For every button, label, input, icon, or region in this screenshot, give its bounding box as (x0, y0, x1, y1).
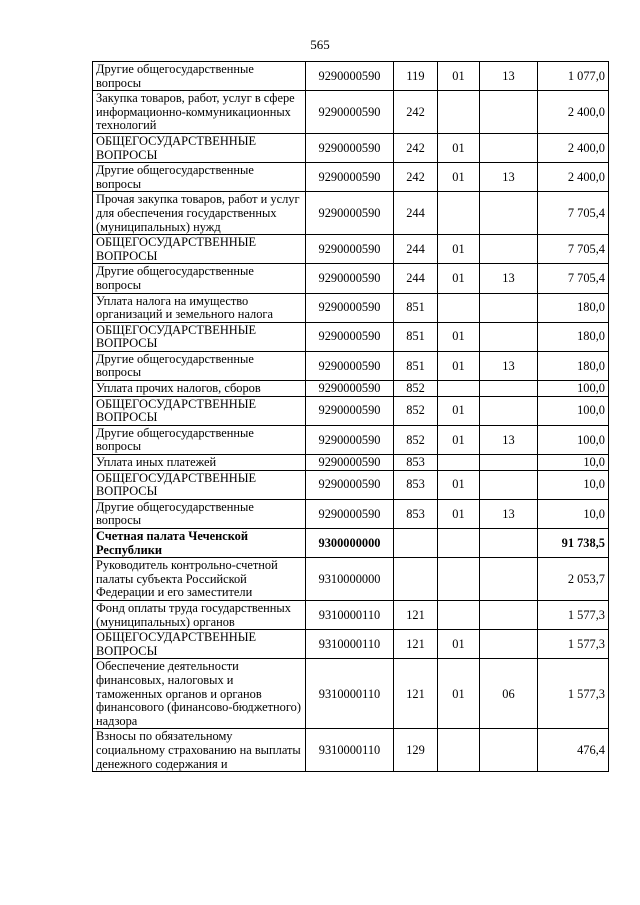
section-cell: 01 (438, 396, 480, 425)
expense-name-cell: Другие общегосударственные вопросы (93, 351, 306, 380)
target-article-cell: 9290000590 (306, 351, 394, 380)
table-row (93, 163, 609, 192)
section-cell: 01 (438, 264, 480, 293)
expense-type-cell: 121 (394, 659, 438, 729)
amount-cell: 476,4 (538, 729, 609, 772)
subsection-cell (480, 133, 538, 162)
section-cell (438, 529, 480, 558)
target-article-cell: 9290000590 (306, 133, 394, 162)
amount-cell: 2 053,7 (538, 558, 609, 601)
amount-cell: 7 705,4 (538, 192, 609, 235)
section-cell (438, 729, 480, 772)
expense-type-cell: 851 (394, 293, 438, 322)
section-cell: 01 (438, 351, 480, 380)
expense-name-cell: Закупка товаров, работ, услуг в сфере информационно-коммуникационных технологий (93, 91, 306, 134)
expense-type-cell: 851 (394, 351, 438, 380)
target-article-cell: 9290000590 (306, 264, 394, 293)
subsection-cell (480, 192, 538, 235)
section-cell (438, 558, 480, 601)
target-article-cell: 9290000590 (306, 499, 394, 528)
subsection-cell: 13 (480, 351, 538, 380)
target-article-cell: 9300000000 (306, 529, 394, 558)
amount-cell: 180,0 (538, 351, 609, 380)
subsection-cell (480, 470, 538, 499)
subsection-cell (480, 455, 538, 471)
target-article-cell: 9310000000 (306, 558, 394, 601)
expense-name-cell: Уплата прочих налогов, сборов (93, 381, 306, 397)
table-row (93, 351, 609, 380)
section-cell: 01 (438, 163, 480, 192)
section-cell (438, 192, 480, 235)
amount-cell: 1 577,3 (538, 630, 609, 659)
amount-cell: 10,0 (538, 455, 609, 471)
table-row (93, 235, 609, 264)
expense-name-cell: Руководитель контрольно-счетной палаты субъекта Российской Федерации и его заместители (93, 558, 306, 601)
table-row (93, 600, 609, 629)
expense-name-cell: ОБЩЕГОСУДАРСТВЕННЫЕ ВОПРОСЫ (93, 235, 306, 264)
amount-cell: 100,0 (538, 396, 609, 425)
section-cell (438, 455, 480, 471)
amount-cell: 1 577,3 (538, 659, 609, 729)
expense-name-cell: Уплата иных платежей (93, 455, 306, 471)
target-article-cell: 9290000590 (306, 322, 394, 351)
section-cell (438, 293, 480, 322)
expense-type-cell: 852 (394, 396, 438, 425)
table-row (93, 293, 609, 322)
expense-name-cell: ОБЩЕГОСУДАРСТВЕННЫЕ ВОПРОСЫ (93, 630, 306, 659)
target-article-cell: 9290000590 (306, 91, 394, 134)
expense-type-cell (394, 529, 438, 558)
subsection-cell (480, 630, 538, 659)
table-row (93, 91, 609, 134)
expense-type-cell: 852 (394, 381, 438, 397)
amount-cell: 100,0 (538, 381, 609, 397)
subsection-cell (480, 381, 538, 397)
section-cell: 01 (438, 322, 480, 351)
target-article-cell: 9310000110 (306, 659, 394, 729)
target-article-cell: 9290000590 (306, 425, 394, 454)
expense-name-cell: Уплата налога на имущество организаций и земельного налога (93, 293, 306, 322)
expense-name-cell: Другие общегосударственные вопросы (93, 264, 306, 293)
section-cell: 01 (438, 425, 480, 454)
section-cell (438, 381, 480, 397)
subsection-cell: 13 (480, 264, 538, 293)
table-row (93, 133, 609, 162)
section-cell: 01 (438, 235, 480, 264)
subsection-cell: 13 (480, 425, 538, 454)
table-body (93, 62, 609, 772)
expense-name-cell: ОБЩЕГОСУДАРСТВЕННЫЕ ВОПРОСЫ (93, 322, 306, 351)
amount-cell: 2 400,0 (538, 91, 609, 134)
target-article-cell: 9310000110 (306, 630, 394, 659)
expense-type-cell: 129 (394, 729, 438, 772)
table-row (93, 396, 609, 425)
subsection-cell (480, 729, 538, 772)
expense-type-cell: 244 (394, 192, 438, 235)
section-cell (438, 600, 480, 629)
expense-name-cell: Обеспечение деятельности финансовых, налоговых и таможенных органов и органов финансового (финансово-бюджетного) надзора (93, 659, 306, 729)
table-row (93, 659, 609, 729)
amount-cell: 1 077,0 (538, 62, 609, 91)
expense-type-cell: 853 (394, 455, 438, 471)
target-article-cell: 9290000590 (306, 235, 394, 264)
expense-type-cell: 121 (394, 630, 438, 659)
expense-type-cell: 242 (394, 133, 438, 162)
expense-name-cell: Взносы по обязательному социальному страхованию на выплаты денежного содержания и (93, 729, 306, 772)
expense-type-cell: 853 (394, 470, 438, 499)
table-row (93, 499, 609, 528)
target-article-cell: 9310000110 (306, 729, 394, 772)
amount-cell: 2 400,0 (538, 133, 609, 162)
expense-name-cell: ОБЩЕГОСУДАРСТВЕННЫЕ ВОПРОСЫ (93, 133, 306, 162)
amount-cell: 1 577,3 (538, 600, 609, 629)
section-cell: 01 (438, 659, 480, 729)
table-row (93, 322, 609, 351)
table-row (93, 425, 609, 454)
expense-name-cell: Фонд оплаты труда государственных (муниципальных) органов (93, 600, 306, 629)
subsection-cell: 06 (480, 659, 538, 729)
subsection-cell (480, 293, 538, 322)
target-article-cell: 9290000590 (306, 455, 394, 471)
target-article-cell: 9290000590 (306, 381, 394, 397)
expense-type-cell (394, 558, 438, 601)
expense-type-cell: 244 (394, 235, 438, 264)
subsection-cell: 13 (480, 62, 538, 91)
subsection-cell (480, 529, 538, 558)
table-row (93, 729, 609, 772)
table-row (93, 381, 609, 397)
table-row (93, 62, 609, 91)
expense-name-cell: ОБЩЕГОСУДАРСТВЕННЫЕ ВОПРОСЫ (93, 396, 306, 425)
subsection-cell: 13 (480, 163, 538, 192)
subsection-cell (480, 600, 538, 629)
table-row (93, 630, 609, 659)
subsection-cell (480, 396, 538, 425)
target-article-cell: 9290000590 (306, 293, 394, 322)
section-cell: 01 (438, 62, 480, 91)
target-article-cell: 9290000590 (306, 163, 394, 192)
section-cell: 01 (438, 133, 480, 162)
expense-name-cell: ОБЩЕГОСУДАРСТВЕННЫЕ ВОПРОСЫ (93, 470, 306, 499)
expense-type-cell: 244 (394, 264, 438, 293)
expense-name-cell: Другие общегосударственные вопросы (93, 62, 306, 91)
subsection-cell (480, 558, 538, 601)
expense-type-cell: 121 (394, 600, 438, 629)
amount-cell: 100,0 (538, 425, 609, 454)
subsection-cell (480, 235, 538, 264)
expense-type-cell: 119 (394, 62, 438, 91)
section-cell: 01 (438, 630, 480, 659)
amount-cell: 180,0 (538, 293, 609, 322)
table-row (93, 470, 609, 499)
subsection-cell: 13 (480, 499, 538, 528)
page-number: 565 (310, 37, 330, 52)
amount-cell: 91 738,5 (538, 529, 609, 558)
expense-type-cell: 851 (394, 322, 438, 351)
expense-type-cell: 853 (394, 499, 438, 528)
target-article-cell: 9290000590 (306, 470, 394, 499)
table-row (93, 558, 609, 601)
expense-name-cell: Другие общегосударственные вопросы (93, 499, 306, 528)
table-row (93, 192, 609, 235)
section-cell: 01 (438, 499, 480, 528)
subsection-cell (480, 322, 538, 351)
expense-type-cell: 852 (394, 425, 438, 454)
target-article-cell: 9290000590 (306, 62, 394, 91)
expense-name-cell: Прочая закупка товаров, работ и услуг для обеспечения государственных (муниципальных) нужд (93, 192, 306, 235)
subsection-cell (480, 91, 538, 134)
section-cell (438, 91, 480, 134)
amount-cell: 7 705,4 (538, 235, 609, 264)
amount-cell: 10,0 (538, 470, 609, 499)
expense-name-cell: Другие общегосударственные вопросы (93, 425, 306, 454)
expense-name-cell: Другие общегосударственные вопросы (93, 163, 306, 192)
expense-type-cell: 242 (394, 163, 438, 192)
table-row (93, 455, 609, 471)
table-row (93, 529, 609, 558)
expense-type-cell: 242 (394, 91, 438, 134)
target-article-cell: 9290000590 (306, 396, 394, 425)
amount-cell: 7 705,4 (538, 264, 609, 293)
section-cell: 01 (438, 470, 480, 499)
budget-table (92, 61, 609, 772)
target-article-cell: 9290000590 (306, 192, 394, 235)
expense-name-cell: Счетная палата Чеченской Республики (93, 529, 306, 558)
table-row (93, 264, 609, 293)
amount-cell: 2 400,0 (538, 163, 609, 192)
target-article-cell: 9310000110 (306, 600, 394, 629)
amount-cell: 10,0 (538, 499, 609, 528)
amount-cell: 180,0 (538, 322, 609, 351)
